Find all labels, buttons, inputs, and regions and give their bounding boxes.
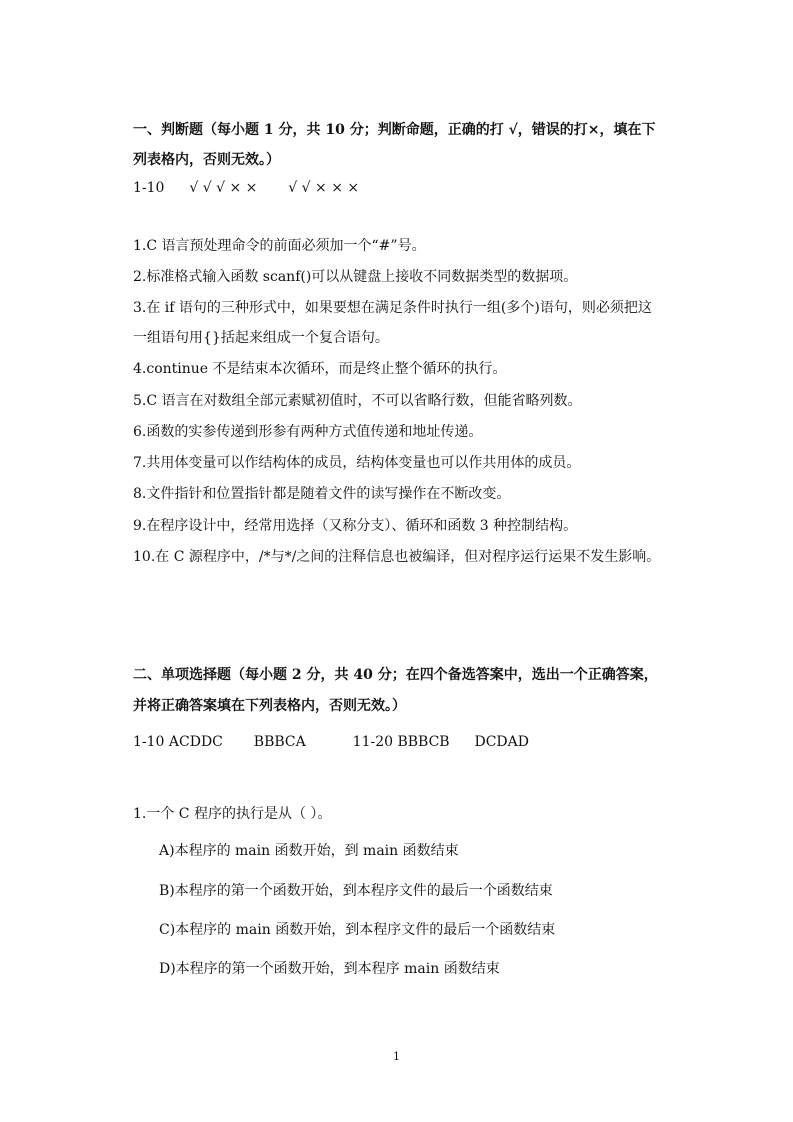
answer-block-d: DCDAD [474,734,529,750]
judgement-item-1: 1.C 语言预处理命令的前面必须加一个“#”号。 [133,238,426,254]
answer-group-1: √ √ √ × × [189,180,258,196]
answer-block-a: 1-10 ACDDC [133,734,223,750]
question-1-option-a: A)本程序的 main 函数开始，到 main 函数结束 [159,843,459,859]
judgement-item-9: 9.在程序设计中，经常用选择（又称分支）、循环和函数 3 种控制结构。 [133,518,578,534]
answer-block-b: BBBCA [253,734,306,750]
answer-block-c: 11-20 BBBCB [352,734,450,750]
section2-answer-row [133,732,529,752]
judgement-item-2: 2.标准格式输入函数 scanf()可以从键盘上接收不同数据类型的数据项。 [133,269,578,285]
judgement-item-4: 4.continue 不是结束本次循环，而是终止整个循环的执行。 [133,361,507,377]
question-1-option-d: D)本程序的第一个函数开始，到本程序 main 函数结束 [159,961,500,977]
question-1-option-b: B)本程序的第一个函数开始，到本程序文件的最后一个函数结束 [159,883,553,899]
section1-title-line2: 列表格内，否则无效。） [133,152,280,168]
judgement-item-6: 6.函数的实参传递到形参有两种方式值传递和地址传递。 [133,424,483,440]
judgement-item-8: 8.文件指针和位置指针都是随着文件的读写操作在不断改变。 [133,486,511,502]
section2-title-line2: 并将正确答案填在下列表格内，否则无效。） [133,698,406,714]
question-1-option-c: C)本程序的 main 函数开始，到本程序文件的最后一个函数结束 [159,922,556,938]
judgement-item-7: 7.共用体变量可以作结构体的成员，结构体变量也可以作共用体的成员。 [133,455,581,471]
answer-group-2: √ √ × × × [288,180,360,196]
judgement-item-3: 3.在 if 语句的三种形式中，如果要想在满足条件时执行一组(多个)语句，则必须把这 [133,300,652,316]
page-number: 1 [393,1050,400,1063]
judgement-item-3-cont: 一组语句用{}括起来组成一个复合语句。 [133,330,389,346]
section2-title-line1: 二、单项选择题（每小题 2 分，共 40 分；在四个备选答案中，选出一个正确答案， [133,667,658,683]
answer-label: 1-10 [133,180,165,196]
judgement-item-5: 5.C 语言在对数组全部元素赋初值时，不可以省略行数，但能省略列数。 [133,393,582,409]
section1-answer-row [133,178,359,198]
question-1-stem: 1.一个 C 程序的执行是从（ ）。 [133,806,332,822]
section1-title-line1: 一、判断题（每小题 1 分，共 10 分；判断命题，正确的打 √，错误的打×，填在下 [133,122,656,138]
judgement-item-10: 10.在 C 源程序中，/*与*/之间的注释信息也被编译，但对程序运行运果不发生影响。 [133,549,661,565]
